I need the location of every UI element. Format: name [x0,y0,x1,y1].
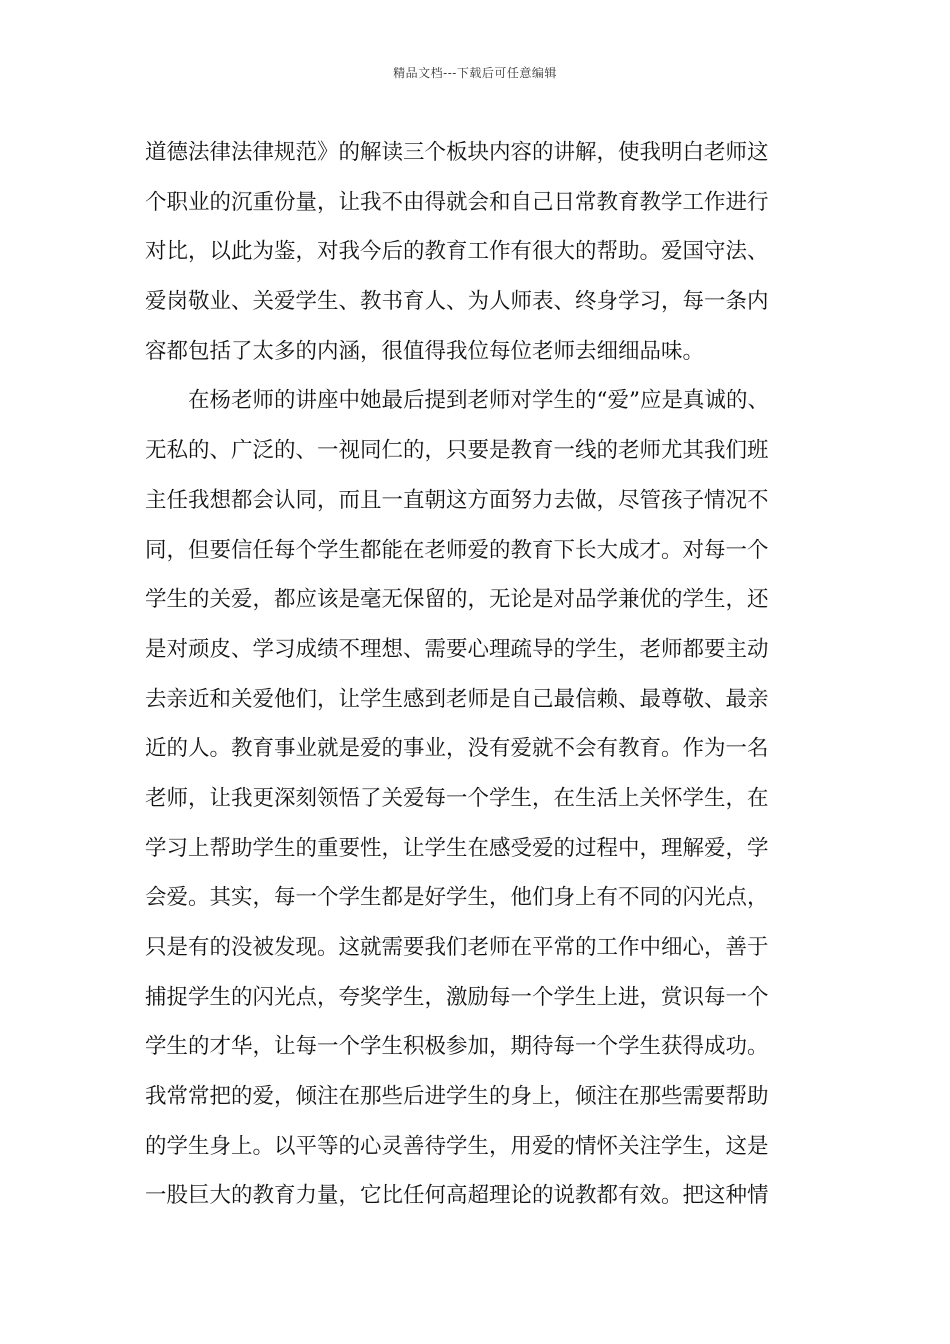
text-line: 学生的关爱，都应该是毫无保留的，无论是对品学兼优的学生，还 [145,587,769,613]
text-line: 去亲近和关爱他们，让学生感到老师是自己最信赖、最尊敬、最亲 [145,686,769,712]
text-line: 同，但要信任每个学生都能在老师爱的教育下长大成才。对每一个 [145,537,769,563]
paragraph-2 [145,376,810,1221]
text-line: 道德法律法律规范》的解读三个板块内容的讲解，使我明白老师这 [145,140,769,165]
text-line: 老师，让我更深刻领悟了关爱每一个学生，在生活上关怀学生，在 [145,785,769,811]
text-line: 是对顽皮、学习成绩不理想、需要心理疏导的学生，老师都要主动 [145,636,769,662]
text-line: 一股巨大的教育力量，它比任何高超理论的说教都有效。把这种情 [145,1183,769,1209]
text-line: 捕捉学生的闪光点，夸奖学生，激励每一个学生上进，赏识每一个 [145,984,769,1010]
text-line: 会爱。其实，每一个学生都是好学生，他们身上有不同的闪光点， [145,885,769,911]
text-line: 近的人。教育事业就是爱的事业，没有爱就不会有教育。作为一名 [145,736,769,762]
document-body [145,128,810,1221]
text-line-indented: 在杨老师的讲座中她最后提到老师对学生的“爱”应是真诚的、 [188,388,769,414]
text-line: 学习上帮助学生的重要性，让学生在感受爱的过程中，理解爱，学 [145,835,769,861]
paragraph-1 [145,128,810,376]
text-line: 学生的才华，让每一个学生积极参加，期待每一个学生获得成功。 [145,1034,769,1060]
text-line: 主任我想都会认同，而且一直朝这方面努力去做，尽管孩子情况不 [145,487,769,513]
text-line: 只是有的没被发现。这就需要我们老师在平常的工作中细心，善于 [145,935,769,960]
text-line: 我常常把的爱，倾注在那些后进学生的身上，倾注在那些需要帮助 [145,1084,769,1110]
text-line: 对比，以此为鉴，对我今后的教育工作有很大的帮助。爱国守法、 [145,239,769,265]
text-line: 的学生身上。以平等的心灵善待学生，用爱的情怀关注学生，这是 [145,1133,769,1159]
page-header: 精品文档---下载后可任意编辑 [393,66,557,80]
text-line: 容都包括了太多的内涵，很值得我位每位老师去细细品味。 [145,338,705,364]
text-line: 个职业的沉重份量，让我不由得就会和自己日常教育教学工作进行 [145,189,769,215]
text-line: 无私的、广泛的、一视同仁的，只要是教育一线的老师尤其我们班 [145,438,769,464]
text-line: 爱岗敬业、关爱学生、教书育人、为人师表、终身学习，每一条内 [145,289,769,315]
